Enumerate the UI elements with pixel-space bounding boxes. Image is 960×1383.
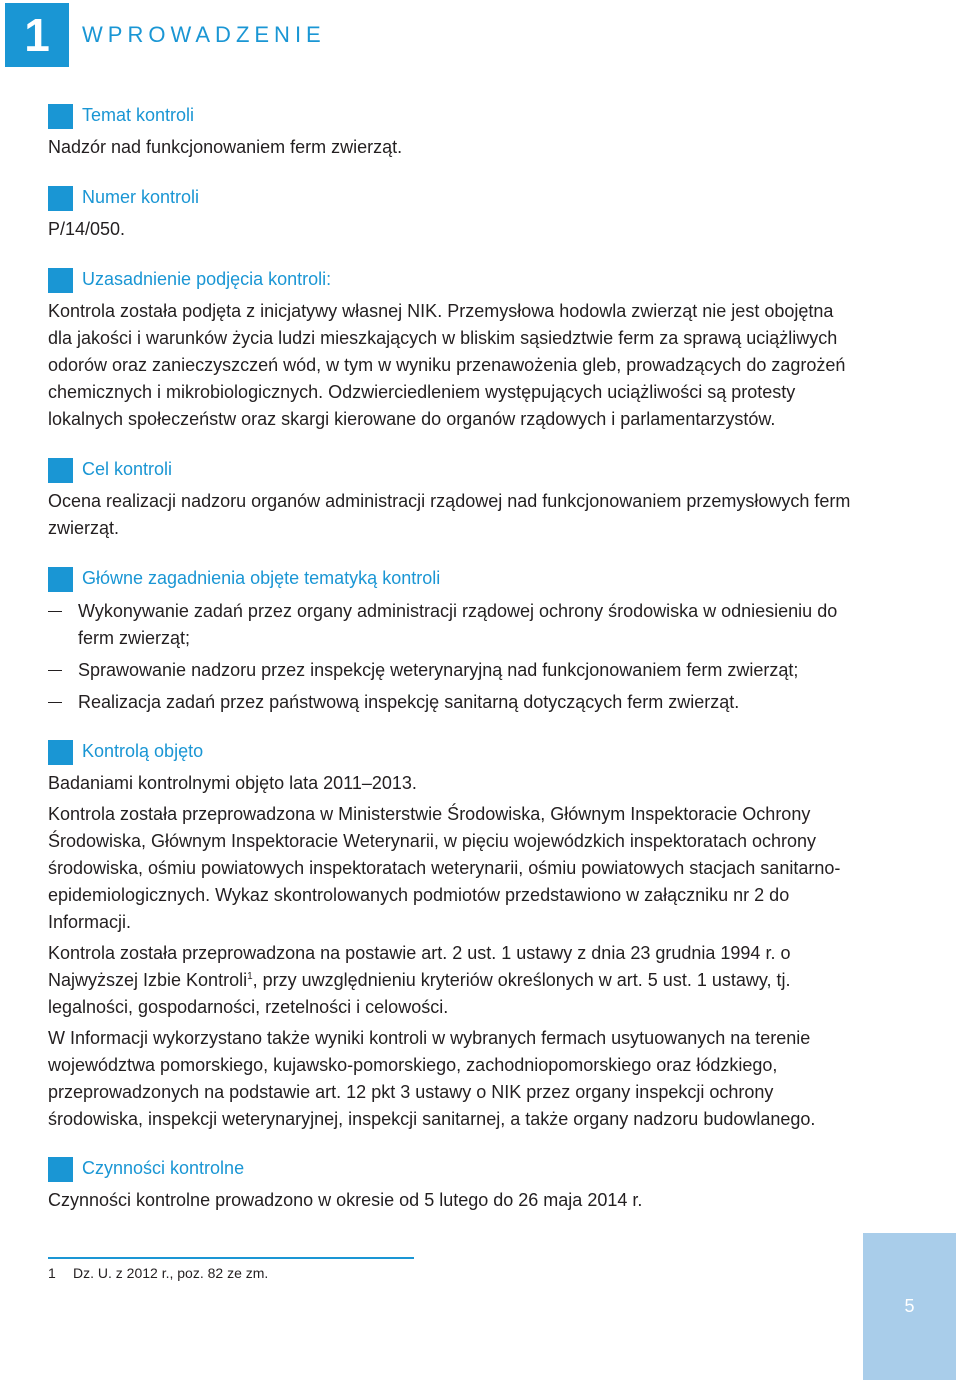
list-item: Sprawowanie nadzoru przez inspekcję weterynaryjną nad funkcjonowaniem ferm zwierząt; bbox=[48, 657, 853, 684]
section-number bbox=[48, 185, 853, 243]
scope-additional: W Informacji wykorzystano także wyniki kontroli w wybranych fermach usytuowanych na terenie województwa pomorskiego, kujawsko-pomorskiego, zachodniopomorskiego oraz łódzkiego, przeprowadzonych na podstawie art. 12 pkt 3 ustawy o NIK przez organy inspekcji ochrony środowiska, inspekcji weterynaryjnej, inspekcji sanitarnej, a także organy nadzoru budowlanego. bbox=[48, 1028, 816, 1129]
section-marker bbox=[48, 1157, 73, 1182]
section-marker bbox=[48, 268, 73, 293]
section-marker bbox=[48, 740, 73, 765]
section-heading: Numer kontroli bbox=[82, 187, 200, 207]
chapter-number: 1 bbox=[5, 3, 69, 67]
section-marker bbox=[48, 186, 73, 211]
dash-bullet bbox=[48, 702, 62, 703]
section-text: P/14/050. bbox=[48, 219, 126, 239]
section-marker bbox=[48, 567, 73, 592]
section-text: Czynności kontrolne prowadzono w okresie od 5 lutego do 26 maja 2014 r. bbox=[48, 1190, 643, 1210]
section-heading: Cel kontroli bbox=[82, 459, 173, 479]
list-item: Realizacja zadań przez państwową inspekcję sanitarną dotyczących ferm zwierząt. bbox=[48, 689, 853, 716]
chapter-title: WPROWADZENIE bbox=[82, 22, 326, 47]
section-text: Kontrola została podjęta z inicjatywy własnej NIK. Przemysłowa hodowla zwierząt nie jest obojętna dla jakości i warunków życia ludzi mieszkających w bliskim sąsiedztwie ferm za sprawą uciążliwych odorów oraz zanieczyszczeń wód, w tym w wyniku przenawożenia gleb, prowadzących do zagrożeń chemicznych i mikrobiologicznych. Odzwierciedleniem występujących uciążliwości są protesty lokalnych społeczeństw oraz skargi kierowane do organów rządowych i parlamentarzystów. bbox=[48, 301, 846, 429]
dash-bullet bbox=[48, 670, 62, 671]
footnote-divider bbox=[48, 1257, 414, 1259]
list-item: Wykonywanie zadań przez organy administracji rządowej ochrony środowiska w odniesieniu do ferm zwierząt; bbox=[48, 598, 853, 652]
scope-legal-basis: Kontrola została przeprowadzona na postawie art. 2 ust. 1 ustawy z dnia 23 grudnia 1994 r. o Najwyższej Izbie Kontroli$^1$, przy uwzględnieniu kryteriów określonych w art. 5 ust. 1 ustawy, tj. legalności, gospodarności, rzetelności i celowości. bbox=[48, 943, 791, 1017]
section-heading: Kontrolą objęto bbox=[82, 741, 204, 761]
section-heading: Temat kontroli bbox=[82, 105, 195, 125]
footnote-number: 1 bbox=[48, 1265, 56, 1281]
section-scope bbox=[48, 739, 853, 1133]
section-marker bbox=[48, 104, 73, 129]
scope-years: Badaniami kontrolnymi objęto lata 2011–2013. bbox=[48, 773, 417, 793]
section-goal bbox=[48, 457, 853, 542]
section-text: Ocena realizacji nadzoru organów administracji rządowej nad funkcjonowaniem przemysłowych ferm zwierząt. bbox=[48, 491, 851, 538]
footnote-text: Dz. U. z 2012 r., poz. 82 ze zm. bbox=[73, 1265, 269, 1281]
footnote bbox=[48, 1265, 268, 1281]
section-marker bbox=[48, 458, 73, 483]
footnote-ref[interactable]: 1 bbox=[247, 971, 253, 982]
section-justification bbox=[48, 267, 853, 433]
scope-entities: Kontrola została przeprowadzona w Ministerstwie Środowiska, Głównym Inspektoracie Ochrony Środowiska, Głównym Inspektoracie Weterynarii, w pięciu wojewódzkich inspektoratach ochrony środowiska, ośmiu powiatowych inspektoratach weterynarii, ośmiu powiatowych stacjach sanitarno-epidemiologicznych. Wykaz skontrolowanych podmiotów przedstawiono w załączniku nr 2 do Informacji. bbox=[48, 804, 841, 932]
section-heading: Główne zagadnienia objęte tematyką kontroli bbox=[82, 568, 441, 588]
section-topic bbox=[48, 103, 853, 161]
section-text: Nadzór nad funkcjonowaniem ferm zwierząt. bbox=[48, 137, 403, 157]
section-heading: Uzasadnienie podjęcia kontroli: bbox=[82, 269, 332, 289]
dash-bullet bbox=[48, 611, 62, 612]
section-activities bbox=[48, 1156, 853, 1214]
section-heading: Czynności kontrolne bbox=[82, 1158, 245, 1178]
section-main-issues bbox=[48, 566, 853, 721]
page-number: 5 bbox=[863, 1233, 956, 1380]
